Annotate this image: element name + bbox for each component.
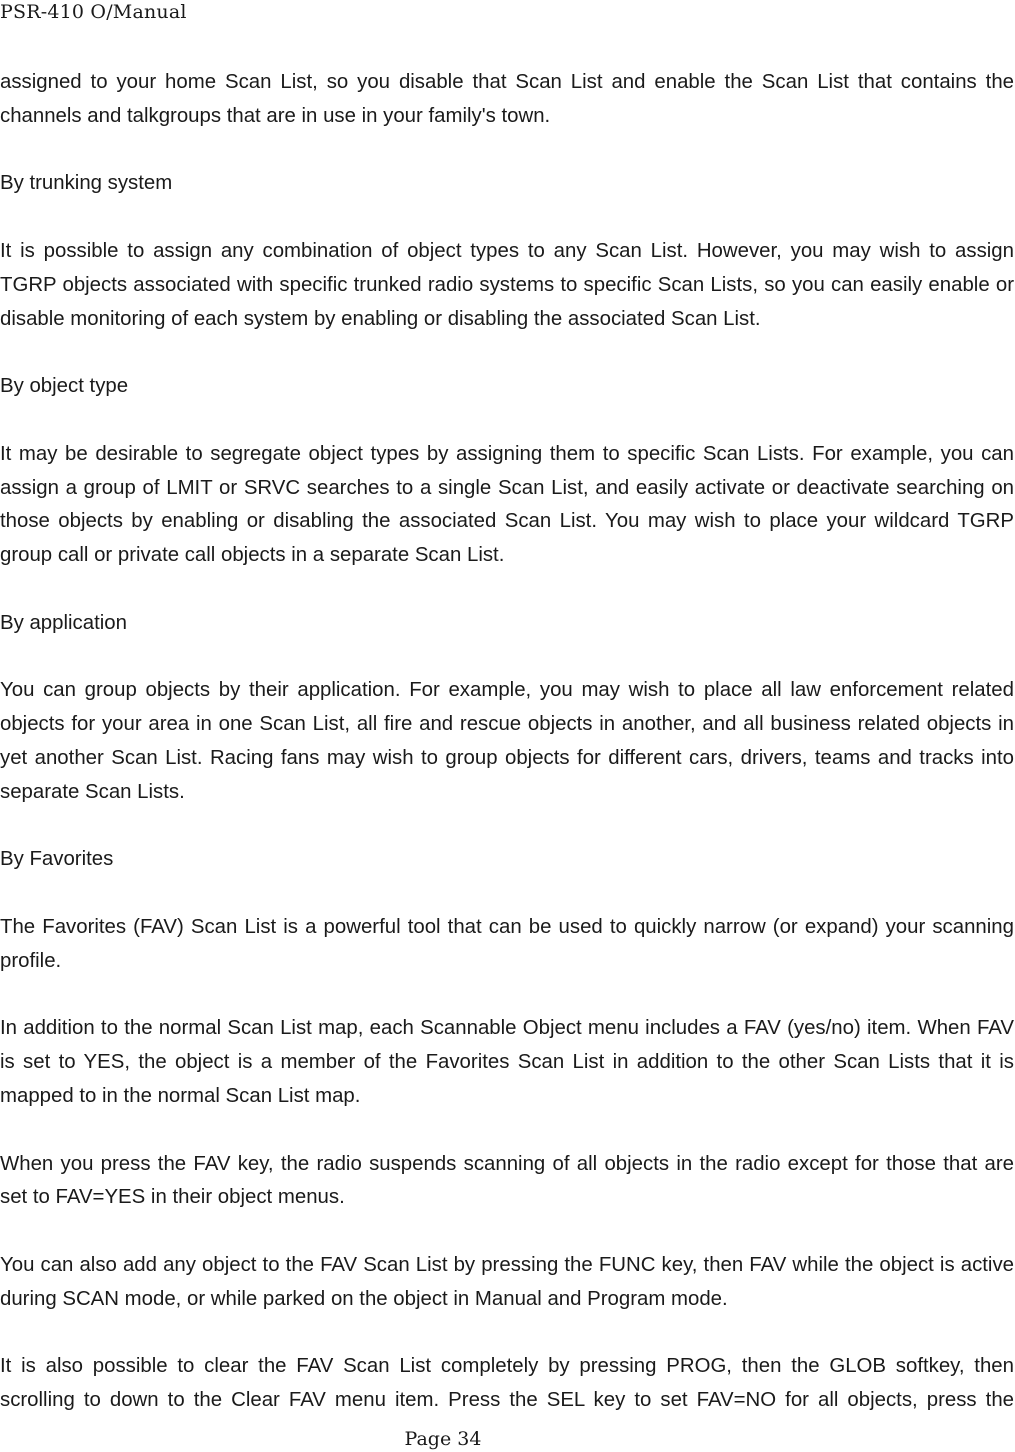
subheading-by-favorites: By Favorites (0, 848, 114, 871)
paragraph-object-type: It may be desirable to segregate object types by assigning them to specific Scan Lists. For example, you can assign a group of LMIT or SRVC searches to a single Scan List, and easily activate or deactivate searching on those objects by enabling or disabling the associated Scan List. You may wish to place your wildcard TGRP group call or private call objects in a separate Scan List. (0, 442, 1014, 567)
document-body (0, 66, 1014, 1418)
paragraph-favorites-add: You can also add any object to the FAV Scan List by pressing the FUNC key, then FAV while the object is active during SCAN mode, or while parked on the object in Manual and Program mode. (0, 1253, 1014, 1310)
subheading-by-object-type: By object type (0, 375, 129, 398)
paragraph-favorites-clear: It is also possible to clear the FAV Scan List completely by pressing PROG, then the GLOB softkey, then scrolling to down to the Clear FAV menu item. Press the SEL key to set FAV=NO for all objects, press the (0, 1355, 1014, 1412)
paragraph-intro-continuation: assigned to your home Scan List, so you disable that Scan List and enable the Scan List that contains the channels and talkgroups that are in use in your family's town. (0, 71, 1014, 127)
paragraph-favorites-key: When you press the FAV key, the radio suspends scanning of all objects in the radio except for those that are set to FAV=YES in their object menus. (0, 1152, 1014, 1209)
subheading-by-trunking-system: By trunking system (0, 172, 173, 195)
subheading-by-application: By application (0, 611, 127, 634)
paragraph-trunking-system: It is possible to assign any combination of object types to any Scan List. However, you may wish to assign TGRP objects associated with specific trunked radio systems to specific Scan Lists, so you can easily enable or disable monitoring of each system by enabling or disabling the associated Scan List. (0, 239, 1014, 330)
paragraph-application: You can group objects by their application. For example, you may wish to place all law enforcement related objects for your area in one Scan List, all fire and rescue objects in another, and all business related objects in yet another Scan List. Racing fans may wish to group objects for different cars, drivers, teams and tracks into separate Scan Lists. (0, 679, 1014, 803)
paragraph-favorites-intro: The Favorites (FAV) Scan List is a powerful tool that can be used to quickly narrow (or expand) your scanning profile. (0, 915, 1014, 972)
page-number: Page 34 (404, 1428, 482, 1450)
page-header-title: PSR-410 O/Manual (0, 1, 187, 23)
paragraph-favorites-map: In addition to the normal Scan List map, each Scannable Object menu includes a FAV (yes/no) item. When FAV is set to YES, the object is a member of the Favorites Scan List in addition to the other Scan Lists that it is mapped to in the normal Scan List map. (0, 1017, 1014, 1107)
